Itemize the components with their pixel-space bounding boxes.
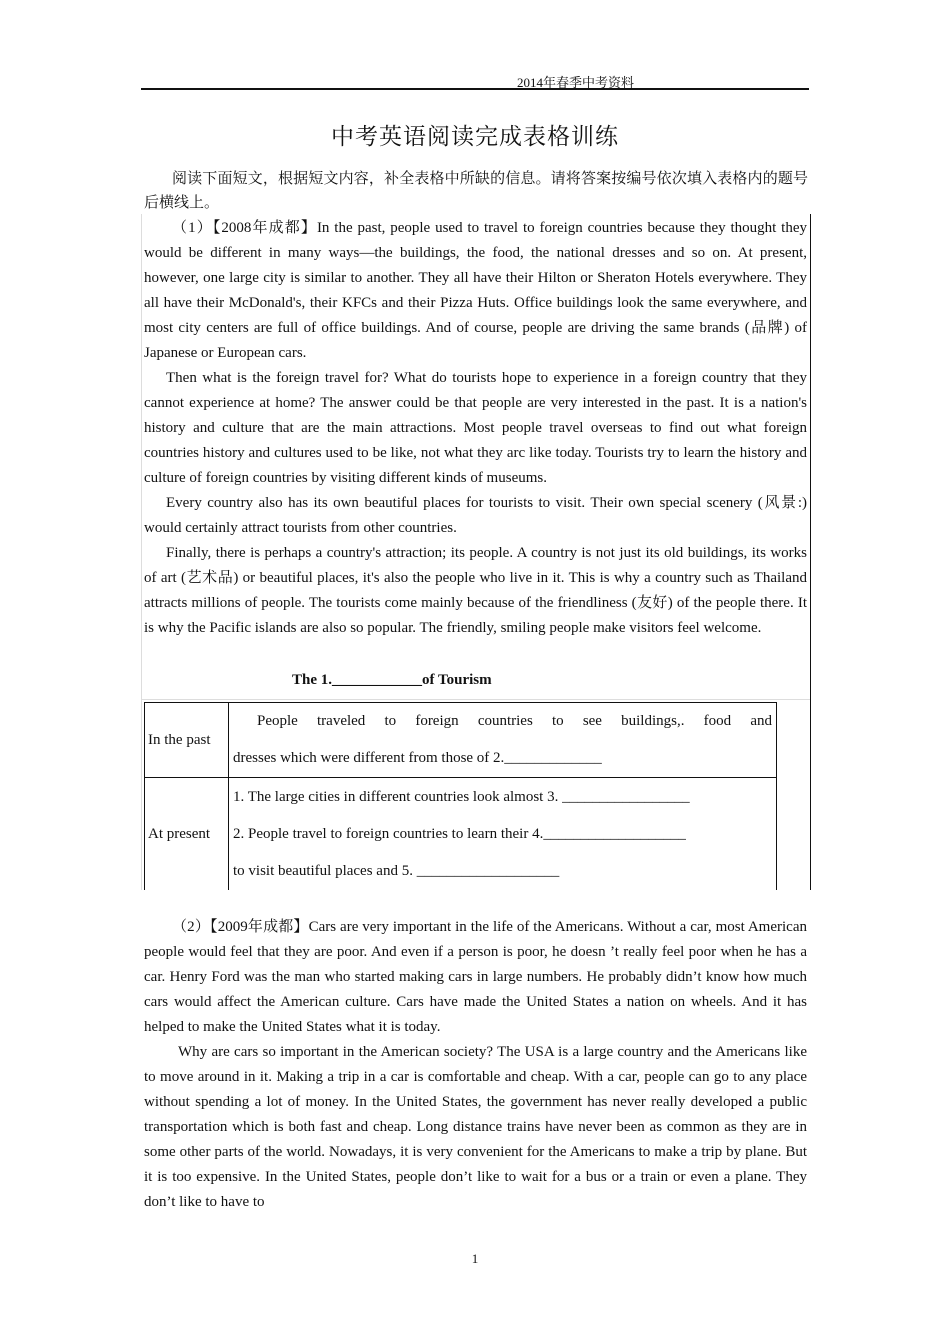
table-row [145,778,777,891]
passage-1 [144,216,807,641]
paragraph: （1）【2008年成都】In the past, people used to travel to foreign countries because they thought they would be different in many ways—the buildings, the food, the national dresses and so on. At present, however, one large city is similar to another. They all have their Hilton or Sheraton Hotels everywhere. They all have their McDonald's, their KFCs and their Pizza Huts. Office buildings look the same everywhere, and most city centers are full of office buildings. And of course, people are driving the same brands (品牌) of Japanese or European cars. [144,220,807,361]
paragraph: Every country also has its own beautiful places for tourists to visit. Their own special scenery (风景:) would certainly attract tourists from other countries. [144,495,807,536]
row-label: At present [145,778,229,891]
page-title: 中考英语阅读完成表格训练 [331,124,619,150]
row-content [229,778,777,891]
instructions: 阅读下面短文，根据短文内容，补全表格中所缺的信息。请将答案按编号依次填入表格内的题号后横线上。 [144,169,808,211]
page-header [141,70,809,90]
divider [141,699,810,700]
cell-line: dresses which were different from those of 2._____________ [233,750,602,766]
cell-line: People traveled to foreign countries to see buildings,. food and [257,713,772,729]
passage-2 [144,915,807,1215]
cell-line: to visit beautiful places and 5. ___________________ [233,862,560,879]
paragraph: Why are cars so important in the American society? The USA is a large country and the Americans like to move around in it. Making a trip in a car is comfortable and cheap. With a car, people can go to any place without spending a lot of money. In the United States, the government has never really developed a public transportation which is both fast and cheap. Long distance trains have never been as common as they are in some other parts of the world. Nowadays, it is very convenient for the Americans to make a trip by plane. But it is too expensive. In the United States, people don’t like to wait for a bus or a train or even a plane. They don’t like to have to [144,1044,807,1210]
table-title: The 1.____________of Tourism [292,672,492,688]
paragraph: Then what is the foreign travel for? What do tourists hope to experience in a foreign country that they cannot experience at home? The answer could be that people are very interested in the past. It is a nation's history and culture that are the main attractions. Most people travel overseas to find out what foreign countries history and cultures used to be like, not what they arc like today. Tourists try to learn the history and culture of foreign countries by visiting different kinds of museums. [144,370,807,486]
row-content [229,703,777,778]
table-row [145,703,777,778]
paragraph: （2）【2009年成都】Cars are very important in the life of the Americans. Without a car, most American people would feel that they are poor. And even if a person is poor, he doesn ’t really feel poor when he has a car. Henry Ford was the man who started making cars in large numbers. He probably didn’t know how much cars would affect the American culture. Cars have made the United States a nation on wheels. And it has helped to make the United States what it is today. [144,919,807,1035]
paragraph: Finally, there is perhaps a country's attraction; its people. A country is not just its old buildings, its works of art (艺术品) or beautiful places, it's also the people who live in it. This is why a country such as Thailand attracts millions of people. The tourists come mainly because of the friendliness (友好) of the people there. It is why the Pacific islands are also so popular. The friendly, smiling people make visitors feel welcome. [144,545,807,636]
cell-line: 2. People travel to foreign countries to learn their 4.___________________ [233,825,686,842]
header-text: 2014年春季中考资料 [517,75,635,90]
row-label: In the past [145,703,229,778]
page-number: 1 [471,1251,479,1266]
tourism-table [144,702,777,890]
cell-line: 1. The large cities in different countries look almost 3. _________________ [233,788,690,805]
